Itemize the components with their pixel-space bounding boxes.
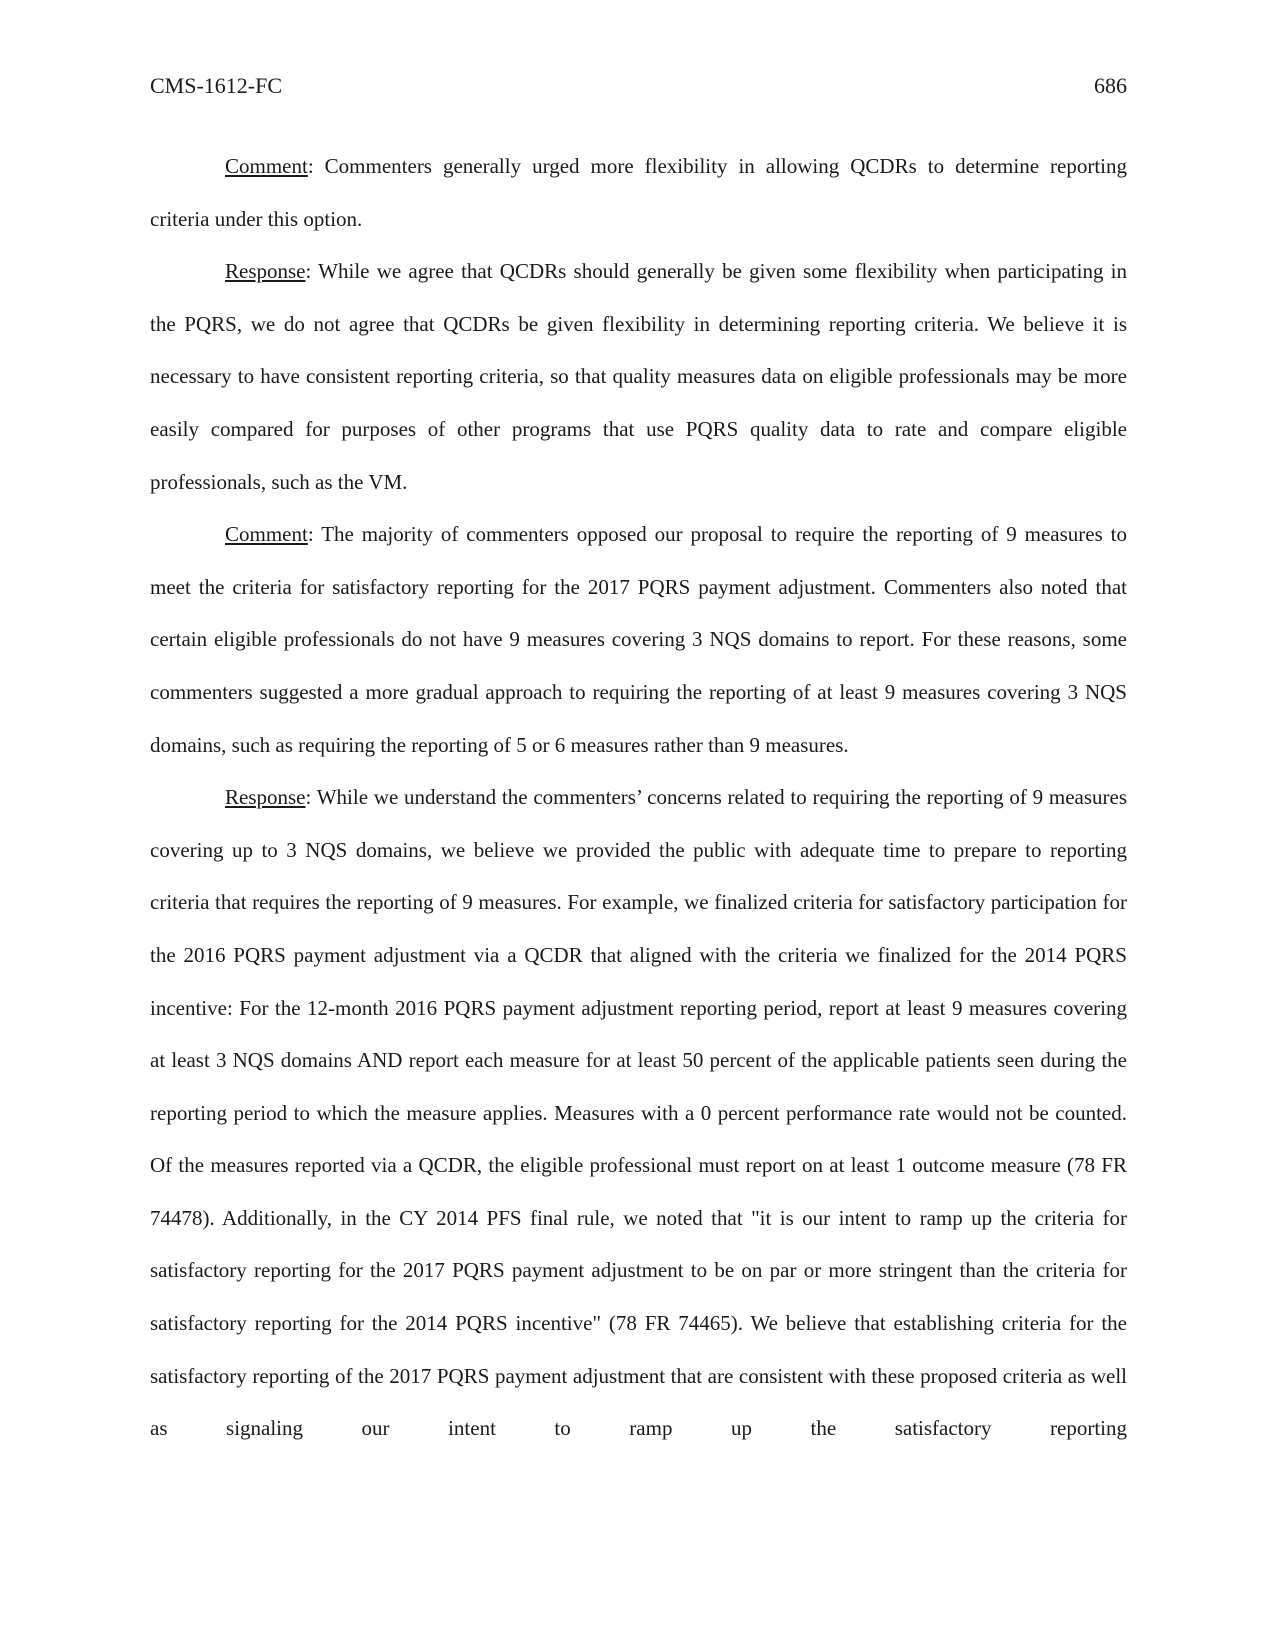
paragraph-label: Response	[225, 259, 306, 284]
comment-paragraph	[150, 140, 1127, 245]
paragraph-label: Response	[225, 785, 306, 810]
paragraph-text: : The majority of commenters opposed our proposal to require the reporting of 9 measures to meet the criteria for satisfactory reporting for the 2017 PQRS payment adjustment. Commenters also noted that certain eligible professionals do not have 9 measures covering 3 NQS domains to report. For these reasons, some commenters suggested a more gradual approach to requiring the reporting of at least 9 measures covering 3 NQS domains, such as requiring the reporting of 5 or 6 measures rather than 9 measures.	[150, 522, 1127, 757]
paragraph-label: Comment	[225, 154, 308, 178]
document-id: CMS-1612-FC	[150, 73, 283, 98]
paragraph-text: : While we agree that QCDRs should generally be given some flexibility when participating in the PQRS, we do not agree that QCDRs be given flexibility in determining reporting criteria. We believe it is necessary to have consistent reporting criteria, so that quality measures data on eligible professionals may be more easily compared for purposes of other programs that use PQRS quality data to rate and compare eligible professionals, such as the VM.	[150, 259, 1127, 494]
comment-paragraph	[150, 508, 1127, 771]
paragraph-text: : While we understand the commenters’ concerns related to requiring the reporting of 9 measures covering up to 3 NQS domains, we believe we provided the public with adequate time to prepare to reporting criteria that requires the reporting of 9 measures. For example, we finalized criteria for satisfactory participation for the 2016 PQRS payment adjustment via a QCDR that aligned with the criteria we finalized for the 2014 PQRS incentive: For the 12-month 2016 PQRS payment adjustment reporting period, report at least 9 measures covering at least 3 NQS domains AND report each measure for at least 50 percent of the applicable patients seen during the reporting period to which the measure applies. Measures with a 0 percent performance rate would not be counted. Of the measures reported via a QCDR, the eligible professional must report on at least 1 outcome measure (78 FR 74478). Additionally, in the CY 2014 PFS final rule, we noted that "it is our intent to ramp up the criteria for satisfactory reporting for the 2017 PQRS payment adjustment to be on par or more stringent than the criteria for satisfactory reporting for the 2014 PQRS incentive" (78 FR 74465). We believe that establishing criteria for the satisfactory reporting of the 2017 PQRS payment adjustment that are consistent with these proposed criteria as well as signaling our intent to ramp up the satisfactory reporting	[150, 785, 1127, 1441]
response-paragraph	[150, 771, 1127, 1455]
response-paragraph	[150, 245, 1127, 508]
page-number: 686	[1094, 73, 1127, 98]
page-header	[150, 73, 1127, 103]
paragraph-label: Comment	[225, 522, 308, 547]
paragraph-text: : Commenters generally urged more flexibility in allowing QCDRs to determine reporting criteria under this option.	[150, 154, 1127, 231]
document-body	[150, 140, 1127, 1455]
